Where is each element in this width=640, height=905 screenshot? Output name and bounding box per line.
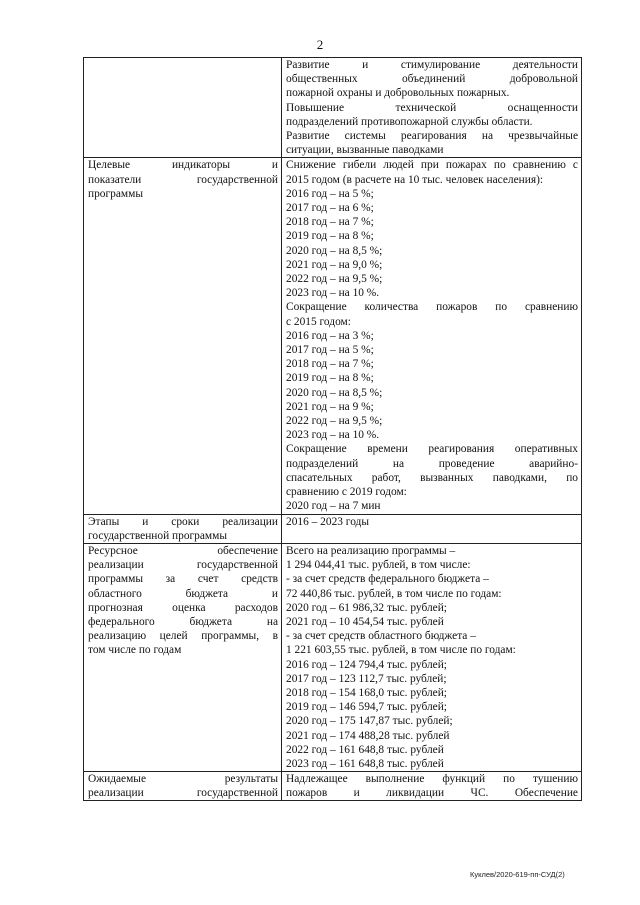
text-line: 1 294 044,41 тыс. рублей, в том числе:	[286, 559, 471, 572]
row-content-cell	[282, 514, 582, 543]
text-line: прогнозная оценка расходов	[88, 601, 278, 614]
text-line: общественных объединений добровольной	[286, 73, 578, 86]
text-line: 2023 год – 161 648,8 тыс. рублей	[286, 757, 444, 770]
text-line: 2015 годом (в расчете на 10 тыс. человек населения):	[286, 173, 544, 186]
table-row	[84, 543, 582, 771]
text-line: сравнению с 2019 годом:	[286, 486, 407, 499]
row-label-cell	[84, 772, 282, 801]
text-line: Сокращение количества пожаров по сравнению	[286, 301, 578, 314]
text-line: 2020 год – на 7 мин	[286, 500, 381, 513]
text-line: 2022 год – на 9,5 %;	[286, 273, 383, 286]
text-line: Развитие и стимулирование деятельности	[286, 59, 578, 71]
text-line: 2023 год – на 10 %.	[286, 287, 380, 300]
table-row	[84, 158, 582, 514]
text-line: 2018 год – на 7 %;	[286, 358, 374, 371]
text-line: 2016 – 2023 годы	[286, 515, 370, 528]
text-line: 2021 год – 10 454,54 тыс. рублей	[286, 615, 444, 628]
text-line: 2019 год – 146 594,7 тыс. рублей;	[286, 701, 447, 714]
row-content-cell	[282, 58, 582, 158]
text-line: подразделений противопожарной службы области.	[286, 115, 533, 128]
text-line: 2018 год – на 7 %;	[286, 216, 374, 229]
text-line: 2022 год – на 9,5 %;	[286, 415, 383, 428]
text-line: 2019 год – на 8 %;	[286, 372, 374, 385]
text-line: 2020 год – 175 147,87 тыс. рублей;	[286, 715, 453, 728]
text-line: Всего на реализацию программы –	[286, 544, 456, 557]
text-line: 2023 год – на 10 %.	[286, 429, 380, 442]
row-label-cell	[84, 543, 282, 771]
text-line: пожаров и ликвидации ЧС. Обеспечение	[286, 787, 578, 800]
text-line: 2016 год – на 5 %;	[286, 187, 374, 200]
text-line: 2020 год – на 8,5 %;	[286, 244, 383, 257]
text-line: - за счет средств федерального бюджета –	[286, 573, 489, 586]
text-line: 2017 год – на 5 %;	[286, 344, 374, 357]
text-line: - за счет средств областного бюджета –	[286, 630, 476, 643]
text-line: Сокращение времени реагирования оперативных	[286, 443, 578, 456]
text-line: Ресурсное обеспечение	[88, 544, 278, 557]
text-line: 2017 год – на 6 %;	[286, 202, 374, 215]
table-row	[84, 514, 582, 543]
text-line: подразделений на проведение аварийно-	[286, 457, 578, 470]
text-line: Повышение технической оснащенности	[286, 101, 578, 114]
text-line: 2019 год – на 8 %;	[286, 230, 374, 243]
text-line: Снижение гибели людей при пожарах по сравнению с	[286, 159, 578, 172]
text-line: 2020 год – на 8,5 %;	[286, 386, 383, 399]
text-line: государственной программы	[88, 529, 228, 542]
text-line: 2022 год – 161 648,8 тыс. рублей	[286, 743, 444, 756]
text-line: Развитие системы реагирования на чрезвычайные	[286, 130, 578, 143]
text-line: 2016 год – 124 794,4 тыс. рублей;	[286, 658, 447, 671]
text-line: 1 221 603,55 тыс. рублей, в том числе по годам:	[286, 644, 516, 657]
table-row	[84, 772, 582, 801]
row-content-cell	[282, 543, 582, 771]
text-line: 2020 год – 61 986,32 тыс. рублей;	[286, 601, 447, 614]
text-line: 2017 год – 123 112,7 тыс. рублей;	[286, 672, 447, 685]
text-line: Этапы и сроки реализации	[88, 515, 278, 528]
text-line: реализации государственной	[88, 787, 278, 800]
text-line: показатели государственной	[88, 173, 278, 186]
text-line: 2021 год – на 9 %;	[286, 400, 374, 413]
text-line: пожарной охраны и добровольных пожарных.	[286, 87, 510, 100]
row-label-cell	[84, 58, 282, 158]
text-line: реализацию целей программы, в	[88, 630, 278, 643]
text-line: программы	[88, 187, 143, 200]
text-line: 2021 год – 174 488,28 тыс. рублей	[286, 729, 450, 742]
text-line: Целевые индикаторы и	[88, 159, 278, 172]
text-line: 2021 год – на 9,0 %;	[286, 258, 383, 271]
text-line: Ожидаемые результаты	[88, 773, 278, 786]
text-line: с 2015 годом:	[286, 315, 351, 328]
text-line: спасательных работ, вызванных паводками, по	[286, 471, 578, 484]
row-content-cell	[282, 158, 582, 514]
document-code: Куклев/2020-619-пп-СУД(2)	[470, 870, 565, 879]
text-line: федерального бюджета на	[88, 615, 278, 628]
text-line: программы за счет средств	[88, 573, 278, 586]
page-number: 2	[316, 37, 324, 52]
text-line: 2016 год – на 3 %;	[286, 329, 374, 342]
row-label-cell	[84, 158, 282, 514]
text-line: Надлежащее выполнение функций по тушению	[286, 773, 578, 786]
text-line: областного бюджета и	[88, 587, 278, 600]
row-label-cell	[84, 514, 282, 543]
table-row	[84, 58, 582, 158]
text-line: том числе по годам	[88, 644, 182, 657]
passport-table	[83, 57, 582, 801]
row-content-cell	[282, 772, 582, 801]
text-line: ситуации, вызванные паводками	[286, 144, 444, 157]
text-line: 72 440,86 тыс. рублей, в том числе по годам:	[286, 587, 502, 600]
text-line: 2018 год – 154 168,0 тыс. рублей;	[286, 686, 447, 699]
text-line: реализации государственной	[88, 559, 278, 572]
